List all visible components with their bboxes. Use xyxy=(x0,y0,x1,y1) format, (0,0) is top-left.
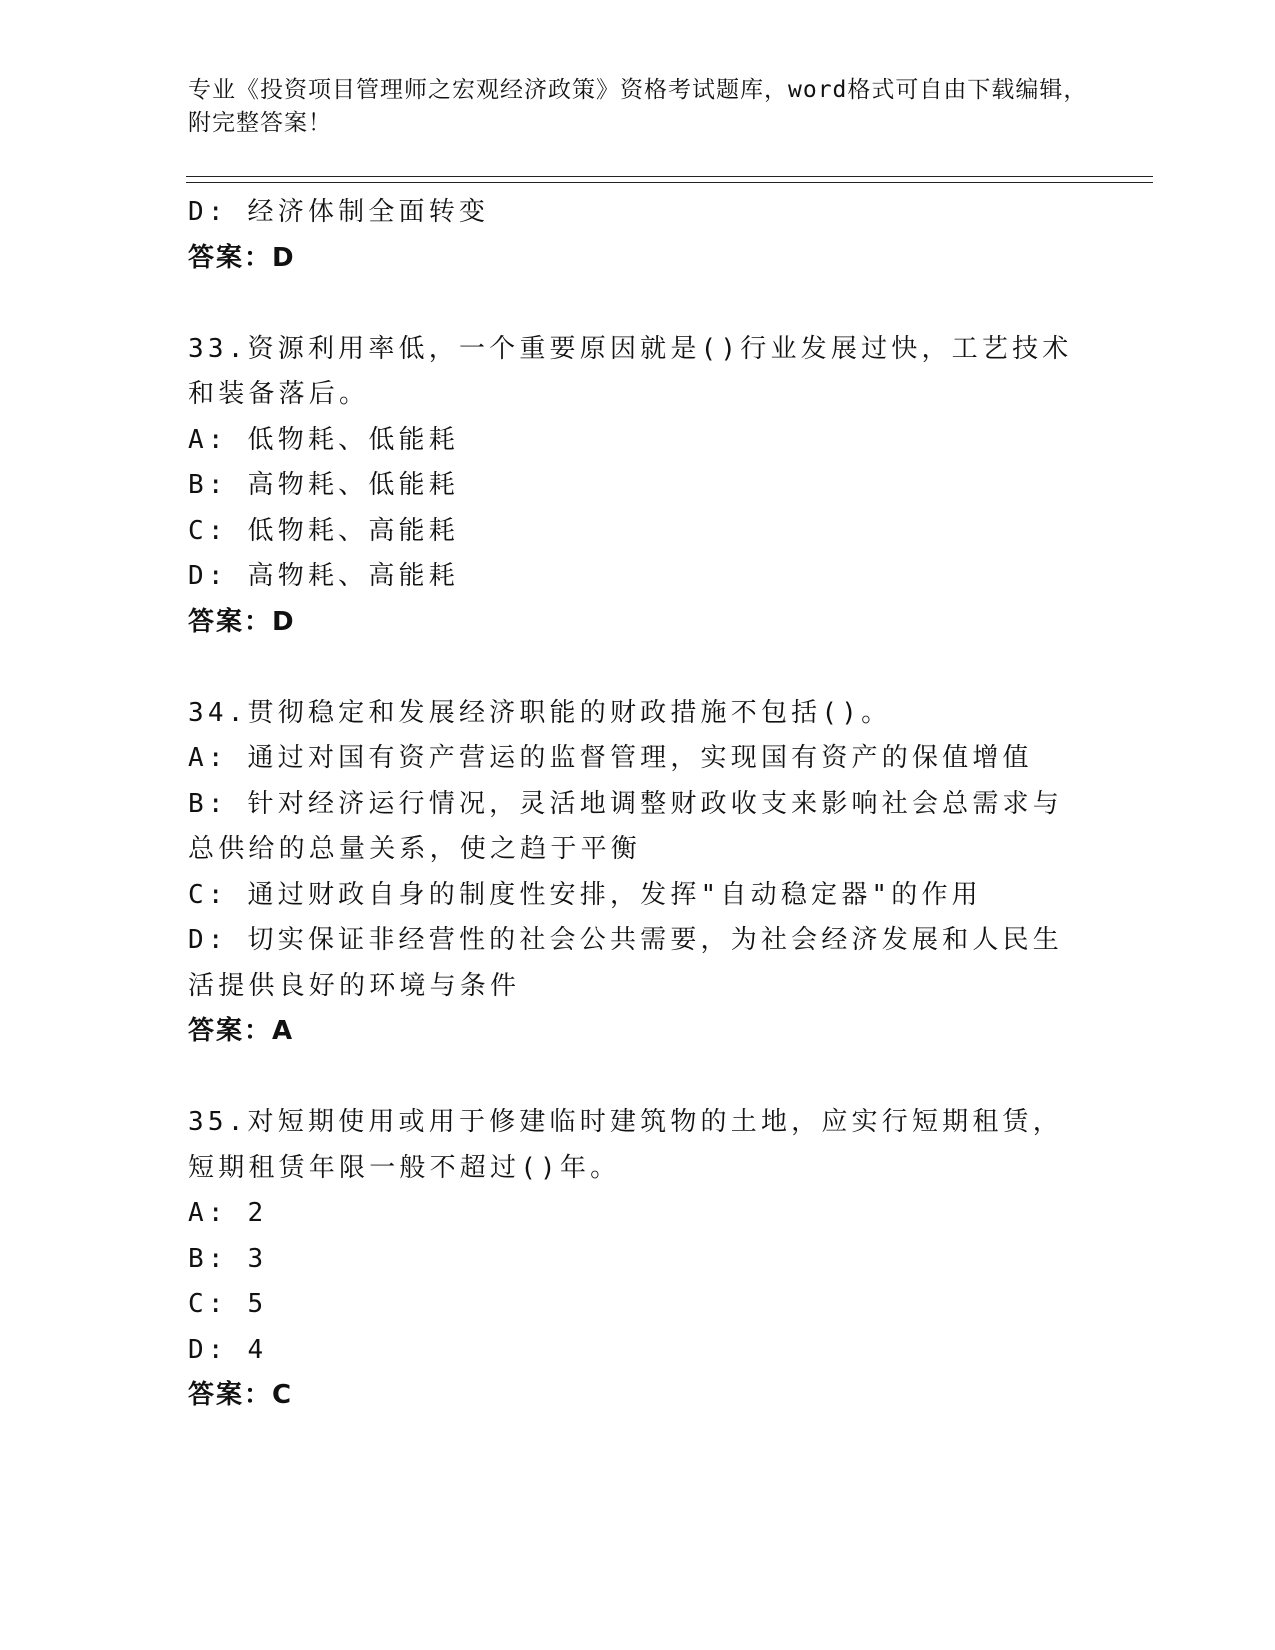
spacer xyxy=(188,645,1078,691)
option-c: C: 5 xyxy=(188,1289,268,1319)
option-b: B: 高物耗、低能耗 xyxy=(188,470,459,500)
spacer xyxy=(188,1055,1078,1101)
question-list xyxy=(188,190,1078,1419)
option-c: C: 通过财政自身的制度性安排，发挥"自动稳定器"的作用 xyxy=(188,879,982,910)
option-b: B: 针对经济运行情况，灵活地调整财政收支来影响社会总需求与总供给的总量关系，使之趋于平衡 xyxy=(188,788,1063,864)
option-b: B: 3 xyxy=(188,1243,268,1274)
option-d: D: 4 xyxy=(188,1334,268,1365)
question-33 xyxy=(188,327,1078,646)
document-header: 专业《投资项目管理师之宏观经济政策》资格考试题库，word格式可自由下载编辑，附完整答案！ xyxy=(188,77,1088,136)
question-34 xyxy=(188,691,1078,1055)
question-stem: 33.资源利用率低，一个重要原因就是()行业发展过快，工艺技术和装备落后。 xyxy=(188,333,1073,409)
question-35 xyxy=(188,1100,1078,1419)
spacer xyxy=(188,281,1078,327)
continued-question xyxy=(188,190,1078,281)
option-a: A: 2 xyxy=(188,1198,268,1228)
option-c: C: 低物耗、高能耗 xyxy=(188,515,459,546)
header-divider-bottom xyxy=(186,182,1153,183)
answer-line: 答案：D xyxy=(188,606,296,637)
answer-line: 答案：C xyxy=(188,1380,294,1410)
answer-line: 答案：A xyxy=(188,1016,295,1046)
option-a: A: 通过对国有资产营运的监督管理，实现国有资产的保值增值 xyxy=(188,743,1033,773)
option-d: D: 切实保证非经营性的社会公共需要，为社会经济发展和人民生活提供良好的环境与条件 xyxy=(188,925,1063,1001)
option-a: A: 低物耗、低能耗 xyxy=(188,424,459,455)
question-stem: 35.对短期使用或用于修建临时建筑物的土地，应实行短期租赁，短期租赁年限一般不超过()年。 xyxy=(188,1107,1063,1183)
question-stem: 34.贯彻稳定和发展经济职能的财政措施不包括()。 xyxy=(188,697,892,728)
option-d: D: 经济体制全面转变 xyxy=(188,197,490,227)
option-d: D: 高物耗、高能耗 xyxy=(188,561,459,591)
answer-line: 答案：D xyxy=(188,242,296,273)
header-divider-top xyxy=(186,176,1153,177)
